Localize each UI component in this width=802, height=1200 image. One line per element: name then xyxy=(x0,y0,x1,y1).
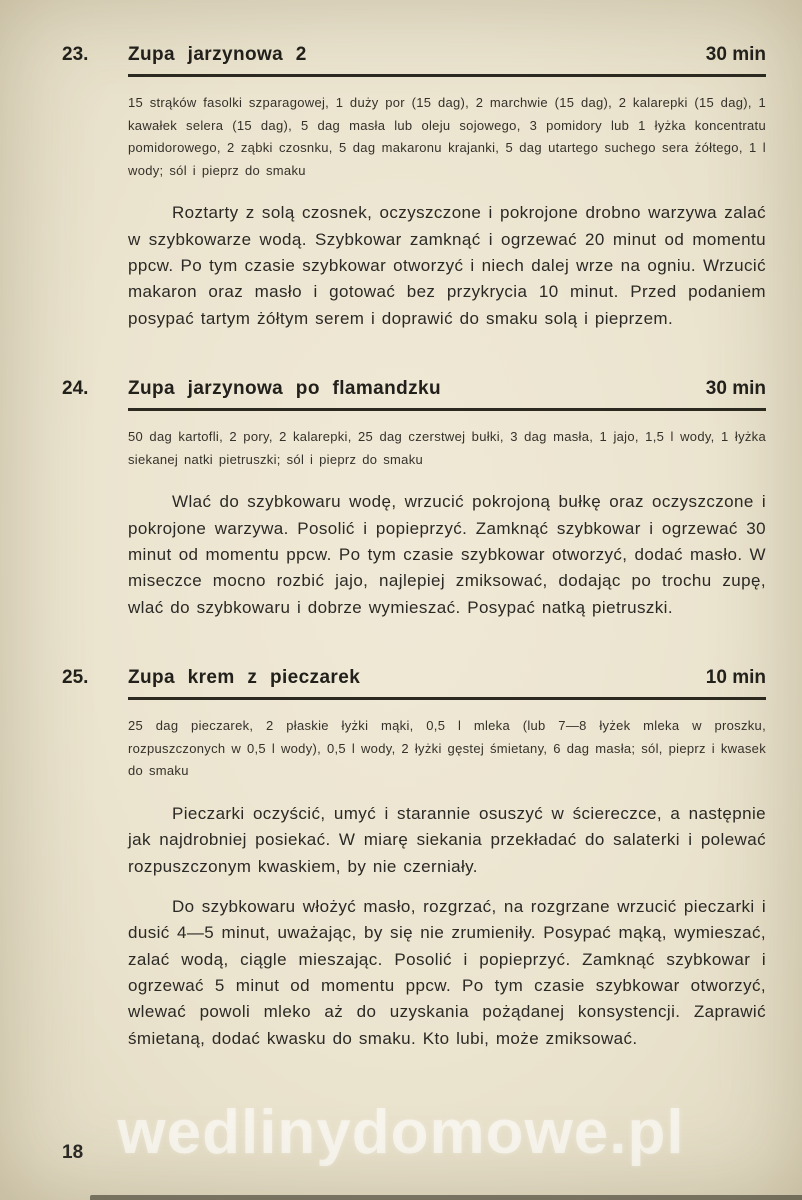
page-number: 18 xyxy=(62,1142,84,1163)
recipe-number: 25. xyxy=(62,667,89,689)
instructions xyxy=(128,801,766,1052)
recipe-head-row xyxy=(128,378,766,408)
instruction-paragraph: Wlać do szybkowaru wodę, wrzucić pokrojoną bułkę oraz oczyszczone i pokrojone warzywa. Posolić i popieprzyć. Zamknąć szybkowar i ogrzewać 30 minut od momentu ppcw. Po tym czasie szybkowar otworzyć, dodać masło. W miseczce mocno rozbić jajo, najlepiej zmiksować, dodając po trochu zupę, wlać do szybkowaru i dobrze wymieszać. Posypać natką pietruszki. xyxy=(128,492,766,617)
recipe-section-23 xyxy=(62,44,766,332)
recipe-number: 23. xyxy=(62,44,89,65)
instructions xyxy=(128,489,766,621)
instruction-paragraph: Pieczarki oczyścić, umyć i starannie osuszyć w ściereczce, a następnie jak najdrobniej posiekać. W miarę siekania przekładać do salaterki i polewać rozpuszczonym kwaskiem, by nie czerniały. xyxy=(128,803,766,876)
instruction-paragraph: Roztarty z solą czosnek, oczyszczone i pokrojone drobno warzywa zalać w szybkowarze wodą. Szybkowar zamknąć i ogrzewać 20 minut od momentu ppcw. Po tym czasie szybkowar otworzyć i niech dalej wrze na ogniu. Wrzucić makaron oraz masło i gotować bez przykrycia 10 minut. Przed podaniem posypać tartym żółtym serem i doprawić do smaku solą i pieprzem. xyxy=(128,203,766,328)
recipe-head-row xyxy=(128,667,766,697)
title-underline-rule xyxy=(128,697,766,700)
instructions xyxy=(128,200,766,332)
recipe-header xyxy=(62,667,766,700)
recipe-body xyxy=(128,715,766,1052)
recipe-header xyxy=(62,378,766,411)
scan-edge-artifact xyxy=(90,1195,802,1200)
recipe-head-main xyxy=(128,378,766,411)
recipe-head-main xyxy=(128,44,766,77)
recipe-title: Zupa jarzynowa 2 xyxy=(128,44,307,65)
recipe-section-25 xyxy=(62,667,766,1052)
title-underline-rule xyxy=(128,74,766,77)
recipe-section-24 xyxy=(62,378,766,621)
title-underline-rule xyxy=(128,408,766,411)
recipe-body xyxy=(128,92,766,332)
instruction-paragraph: Do szybkowaru włożyć masło, rozgrzać, na rozgrzane wrzucić pieczarki i dusić 4—5 minut, uważając, by się nie zrumieniły. Posypać mąką, wymieszać, zalać wodą, ciągle mieszając. Posolić i popieprzyć. Zamknąć szybkowar i ogrzewać 5 minut od momentu ppcw. Po tym czasie szybkowar otworzyć, wlewać powoli mleko aż do uzyskania pożądanej konsystencji. Zaprawić śmietaną, dodać kwasku do smaku. Kto lubi, może zmiksować. xyxy=(128,896,766,1048)
ingredients-text: 50 dag kartofli, 2 pory, 2 kalarepki, 25 dag czerstwej bułki, 3 dag masła, 1 jajo, 1,5 l wody, 1 łyżka siekanej natki pietruszki; sól i pieprz do smaku xyxy=(128,429,766,467)
ingredients-text: 25 dag pieczarek, 2 płaskie łyżki mąki, 0,5 l mleka (lub 7—8 łyżek mleka w proszku, rozpuszczonych w 0,5 l wody), 0,5 l wody, 2 łyżki gęstej śmietany, 6 dag masła; sól, pieprz i kwasek do smaku xyxy=(128,718,766,779)
recipe-head-main xyxy=(128,667,766,700)
recipe-head-row xyxy=(128,44,766,74)
recipe-header xyxy=(62,44,766,77)
recipe-number: 24. xyxy=(62,378,89,400)
watermark-text: wedlinydomowe.pl xyxy=(117,1098,685,1167)
recipe-time: 10 min xyxy=(705,667,766,689)
recipe-time: 30 min xyxy=(705,44,766,65)
ingredients-text: 15 strąków fasolki szparagowej, 1 duży por (15 dag), 2 marchwie (15 dag), 2 kalarepki (15 dag), 1 kawałek selera (15 dag), 5 dag masła lub oleju sojowego, 3 pomidory lub 1 łyżka koncentratu pomidorowego, 2 ząbki czosnku, 5 dag makaronu krajanki, 5 dag utartego suchego sera żółtego, 1 l wody; sól i pieprz do smaku xyxy=(128,95,766,178)
recipe-time: 30 min xyxy=(705,378,766,400)
recipe-body xyxy=(128,426,766,621)
recipe-title: Zupa krem z pieczarek xyxy=(128,667,361,689)
recipe-title: Zupa jarzynowa po flamandzku xyxy=(128,378,442,400)
